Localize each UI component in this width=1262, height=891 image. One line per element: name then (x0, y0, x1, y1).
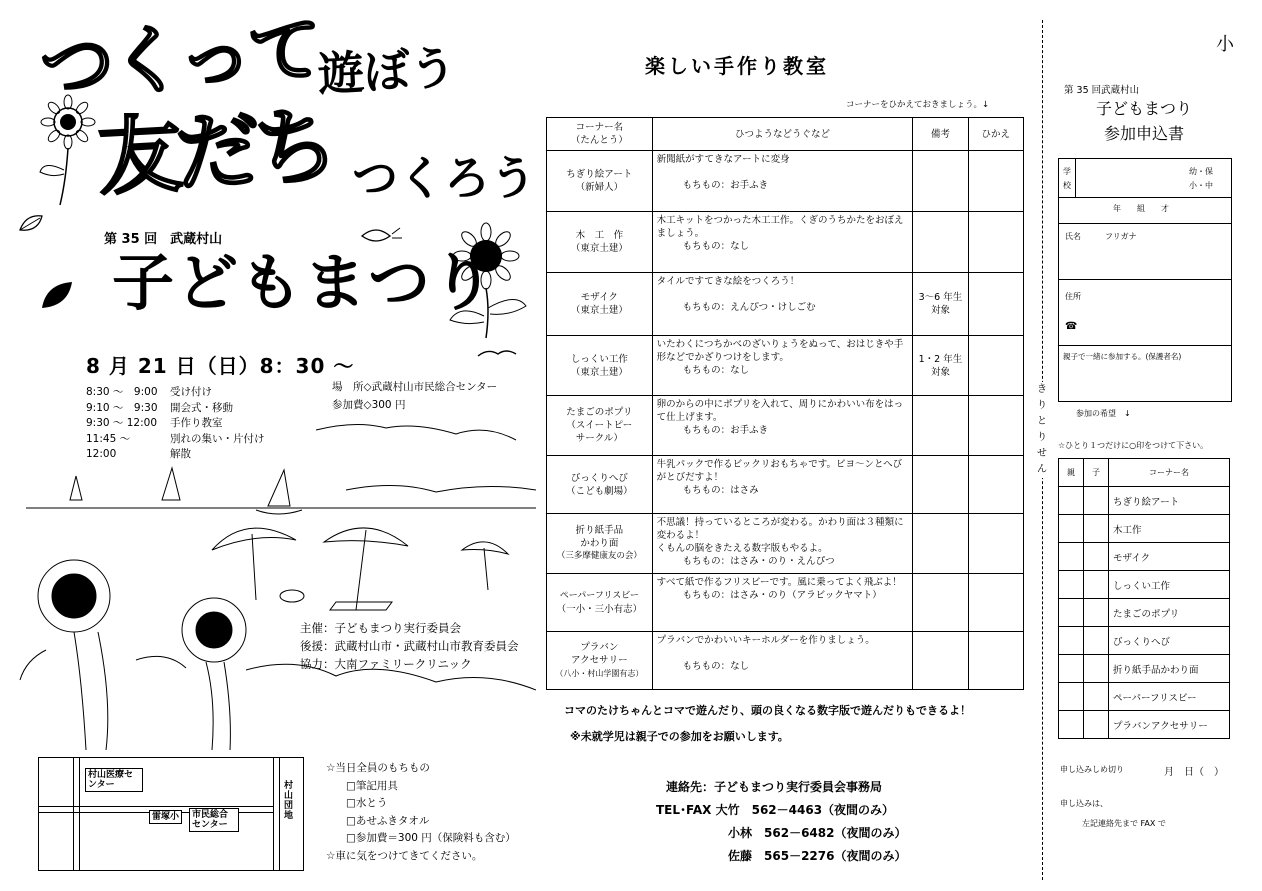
class-hikae-cell[interactable] (968, 212, 1023, 273)
bring-item: □あせふきタオル (346, 814, 430, 827)
guardian-label: 親子で一緒に参加する。(保護者名) (1063, 352, 1182, 361)
organizer-label: 主催：子どもまつり実行委員会 (300, 621, 461, 635)
beach-illustration (16, 420, 536, 750)
leaf-icon (16, 210, 46, 240)
child-checkbox[interactable] (1084, 711, 1109, 739)
wish-row (1059, 487, 1230, 515)
schedule-item: 受け付け (170, 386, 212, 398)
child-checkbox[interactable] (1084, 627, 1109, 655)
class-desc-cell: 木工キットをつかった木工工作。くぎのうちかたをおぼえましょう。 もちもの：なし (652, 212, 913, 273)
class-hikae-cell[interactable] (968, 632, 1023, 690)
grade-mark: 小 (1216, 34, 1234, 55)
contact-tel: 562－6482（夜間のみ） (764, 826, 907, 840)
parent-checkbox[interactable] (1059, 487, 1084, 515)
child-checkbox[interactable] (1084, 487, 1109, 515)
table-row (547, 151, 1024, 212)
address-label: 住所 (1065, 292, 1081, 301)
wish-row (1059, 711, 1230, 739)
parent-checkbox[interactable] (1059, 711, 1084, 739)
wish-row (1059, 599, 1230, 627)
map-school-label: 雷塚小 (149, 810, 182, 824)
header-hikae: ひかえ (968, 118, 1023, 151)
parent-checkbox[interactable] (1059, 571, 1084, 599)
child-checkbox[interactable] (1084, 571, 1109, 599)
year-class-label: 年 組 才 (1113, 204, 1169, 213)
class-note-cell (913, 212, 968, 273)
wish-row (1059, 627, 1230, 655)
parent-checkbox[interactable] (1059, 655, 1084, 683)
wish-row (1059, 571, 1230, 599)
class-note-cell (913, 396, 968, 456)
header-parent: 親 (1059, 459, 1084, 487)
event-date: 8 月 21 日（日）8：30 ～ (86, 354, 355, 378)
parent-checkbox[interactable] (1059, 599, 1084, 627)
bring-item: □参加費＝300 円（保険料も含む） (346, 832, 516, 844)
cooperator-label: 協力：大南ファミリークリニック (300, 657, 472, 671)
class-name-cell: ちぎり絵アート （新婦人） (547, 151, 653, 212)
bird-icon (476, 346, 520, 360)
class-hikae-cell[interactable] (968, 151, 1023, 212)
class-name-cell: プラバン アクセサリー （八小・村山学園有志） (547, 632, 653, 690)
class-name-cell: たまごのポプリ （スイートピー サークル） (547, 396, 653, 456)
wish-row (1059, 683, 1230, 711)
deadline-row (1060, 764, 1232, 778)
wish-corner-name: モザイク (1109, 543, 1230, 571)
headline-asobou: 遊ぼう (316, 40, 458, 102)
contact-prefix: TEL･FAX (656, 803, 712, 817)
child-checkbox[interactable] (1084, 543, 1109, 571)
header-note: 備考 (913, 118, 968, 151)
contact-tel: 562－4463（夜間のみ） (751, 803, 895, 817)
wish-row (1059, 543, 1230, 571)
class-hikae-cell[interactable] (968, 336, 1023, 396)
class-note-cell: 3～6 年生 対象 (913, 273, 968, 336)
sponsor-list (300, 619, 519, 673)
phone-icon: ☎ (1065, 321, 1078, 332)
class-note-cell (913, 514, 968, 574)
event-title: 子どもまつり (112, 246, 497, 319)
wish-header-row (1059, 459, 1230, 487)
table-header-row (547, 118, 1024, 151)
application-form (1058, 158, 1232, 402)
class-hikae-cell[interactable] (968, 396, 1023, 456)
classroom-title: 楽しい手作り教室 (645, 54, 829, 78)
contact-tel: 565－2276（夜間のみ） (764, 849, 907, 863)
wish-corner-name: たまごのポプリ (1109, 599, 1230, 627)
bring-title: ☆当日全員のもちもの (326, 762, 430, 774)
school-label: 学 校 (1063, 167, 1071, 190)
wish-table (1058, 458, 1230, 739)
traffic-note: ☆車に気をつけてきてください。 (326, 849, 483, 862)
schedule-time: 9:30 ～ 12:00 (86, 417, 158, 429)
class-hikae-cell[interactable] (968, 273, 1023, 336)
wish-corner-name: 折り紙手品かわり面 (1109, 655, 1230, 683)
school-field[interactable] (1077, 161, 1177, 195)
class-note-cell (913, 456, 968, 514)
schedule-time: 9:10 ～ 9:30 (86, 401, 158, 414)
class-desc-cell: タイルですてきな絵をつくろう！ もちもの：えんぴつ・けしごむ (652, 273, 913, 336)
class-name-cell: びっくりへび （こども劇場） (547, 456, 653, 514)
venue-label: 場 所◇武蔵村山市民総合センター (332, 381, 498, 393)
contact-row (656, 845, 906, 868)
bug-icon (356, 222, 406, 252)
supporter-label: 後援：武蔵村山市・武蔵村山市教育委員会 (300, 639, 519, 653)
wish-corner-name: ペーパーフリスビー (1109, 683, 1230, 711)
bring-list (326, 760, 516, 865)
class-desc-cell: 新聞紙がすてきなアートに変身 もちもの：お手ふき (652, 151, 913, 212)
deadline-label: 申し込みしめ切り (1060, 765, 1124, 774)
map-center-label: 市民総合センター (189, 808, 239, 832)
class-desc-cell: 牛乳パックで作るビックリおもちゃです。ビヨ～ンとへびがとびだすよ！ もちもの：はさみ (652, 456, 913, 514)
wish-corner-name: プラバンアクセサリー (1109, 711, 1230, 739)
table-row (547, 336, 1024, 396)
map-danchi-label: 村山団地 (284, 781, 294, 821)
header-tools: ひつようなどうぐなど (652, 118, 913, 151)
class-hikae-cell[interactable] (968, 514, 1023, 574)
parent-checkbox[interactable] (1059, 515, 1084, 543)
schedule-row (86, 401, 265, 417)
class-note-cell: 1・2 年生 対象 (913, 336, 968, 396)
table-row (547, 273, 1024, 336)
class-note-cell (913, 632, 968, 690)
apply-note-line1: 申し込みは、 (1060, 799, 1108, 808)
contact-info (656, 776, 906, 868)
parent-checkbox[interactable] (1059, 543, 1084, 571)
headline-tsukutte: つくって (37, 6, 322, 112)
address-field[interactable] (1079, 291, 1227, 341)
class-name-cell: しっくい工作 （東京土建） (547, 336, 653, 396)
corner-note: コーナーをひかえておきましょう。↓ (846, 100, 990, 110)
koma-note: コマのたけちゃんとコマで遊んだり、頭の良くなる数字版で遊んだりもできるよ！ (564, 704, 971, 717)
child-checkbox[interactable] (1084, 599, 1109, 627)
fee-label: 参加費◇300 円 (332, 399, 406, 411)
contact-name: 大竹 (715, 803, 740, 817)
class-hikae-cell[interactable] (968, 574, 1023, 632)
leaf-icon (38, 278, 78, 314)
headline-tomodachi: 友だち (95, 96, 335, 208)
contact-name: 小林 (728, 826, 753, 840)
access-map (38, 757, 304, 871)
wish-label: 参加の希望 ↓ (1076, 409, 1131, 418)
guardian-field[interactable] (1063, 365, 1227, 397)
class-desc-cell: 不思議！持っているところが変わる。かわり面は３種類に変わるよ！ くもんの脳をきたえる数字版もやるよ。 もちもの：はさみ・のり・えんぴつ (652, 514, 913, 574)
table-row (547, 632, 1024, 690)
headline-tsukurou: つくろう (352, 151, 536, 205)
table-row (547, 396, 1024, 456)
bring-item: □水とう (346, 797, 388, 809)
contact-name: 佐藤 (728, 849, 753, 863)
table-row (547, 574, 1024, 632)
wish-row (1059, 655, 1230, 683)
class-name-cell: 木 工 作 （東京土建） (547, 212, 653, 273)
wish-corner-name: びっくりへび (1109, 627, 1230, 655)
class-name-cell: 折り紙手品 かわり面 （三多摩健康友の会） (547, 514, 653, 574)
apply-note-line2: 左記連絡先まで FAX で (1082, 819, 1166, 828)
name-label: 氏名 フリガナ (1065, 232, 1137, 241)
edition-label: 第 35 回 武蔵村山 (104, 232, 223, 247)
parent-checkbox[interactable] (1059, 627, 1084, 655)
parent-checkbox[interactable] (1059, 683, 1084, 711)
venue-info (332, 378, 497, 414)
class-desc-cell: いたわくにつちかべのざいりょうをぬって、おはじきや手形などでかざりつけをします。 もちもの：なし (652, 336, 913, 396)
class-name-cell: ペーパーフリスビー （一小・三小有志） (547, 574, 653, 632)
schedule-item: 解散 (170, 448, 191, 460)
contact-row (656, 799, 906, 822)
contact-title: 連絡先：子どもまつり実行委員会事務局 (666, 780, 883, 794)
wish-corner-name: 木工作 (1109, 515, 1230, 543)
form-edition: 第 35 回武蔵村山 (1064, 85, 1140, 96)
schedule-time: 11:45 ～ (86, 432, 131, 445)
name-field[interactable] (1065, 245, 1225, 277)
schedule-row (86, 385, 265, 401)
bring-item: □筆記用具 (346, 779, 398, 792)
contact-row (656, 822, 906, 845)
cut-line-label: きりとりせん (1034, 382, 1050, 478)
table-row (547, 212, 1024, 273)
schedule-item: 開会式・移動 (170, 401, 233, 414)
child-checkbox[interactable] (1084, 655, 1109, 683)
schedule-time: 8:30 ～ 9:00 (86, 386, 158, 398)
class-note-cell (913, 574, 968, 632)
class-desc-cell: すべて紙で作るフリスビーです。風に乗ってよく飛ぶよ！ もちもの：はさみ・のり（アラビックヤマト） (652, 574, 913, 632)
class-name-cell: モザイク （東京土建） (547, 273, 653, 336)
deadline-value: 月 日（ ） (1164, 767, 1224, 778)
preschool-note: ※未就学児は親子での参加をお願いします。 (570, 730, 789, 743)
table-row (547, 514, 1024, 574)
schedule-time: 12:00 (86, 448, 117, 460)
header-child: 子 (1084, 459, 1109, 487)
form-title: 子どもまつり 参加申込書 (1095, 99, 1192, 143)
wish-row (1059, 515, 1230, 543)
class-note-cell (913, 151, 968, 212)
circle-note: ☆ひとり１つだけに○印をつけて下さい。 (1058, 441, 1209, 450)
header-corner: コーナー名 (1109, 459, 1230, 487)
table-row (547, 456, 1024, 514)
wish-corner-name: しっくい工作 (1109, 571, 1230, 599)
schedule-item: 手作り教室 (170, 417, 223, 429)
school-type-label: 幼・保 小・中 (1189, 167, 1213, 190)
child-checkbox[interactable] (1084, 515, 1109, 543)
class-table (546, 117, 1024, 690)
schedule-item: 別れの集い・片付け (170, 432, 265, 445)
wish-corner-name: ちぎり絵アート (1109, 487, 1230, 515)
class-desc-cell: プラバンでかわいいキーホルダーを作りましょう。 もちもの：なし (652, 632, 913, 690)
sunflower-icon (30, 90, 120, 210)
class-desc-cell: 卵のからの中にポプリを入れて、周りにかわいい布をはって仕上げます。 もちもの：お手ふき (652, 396, 913, 456)
child-checkbox[interactable] (1084, 683, 1109, 711)
header-corner: コーナー名 （たんとう） (547, 118, 653, 151)
map-hospital-label: 村山医療センター (85, 768, 143, 792)
class-hikae-cell[interactable] (968, 456, 1023, 514)
